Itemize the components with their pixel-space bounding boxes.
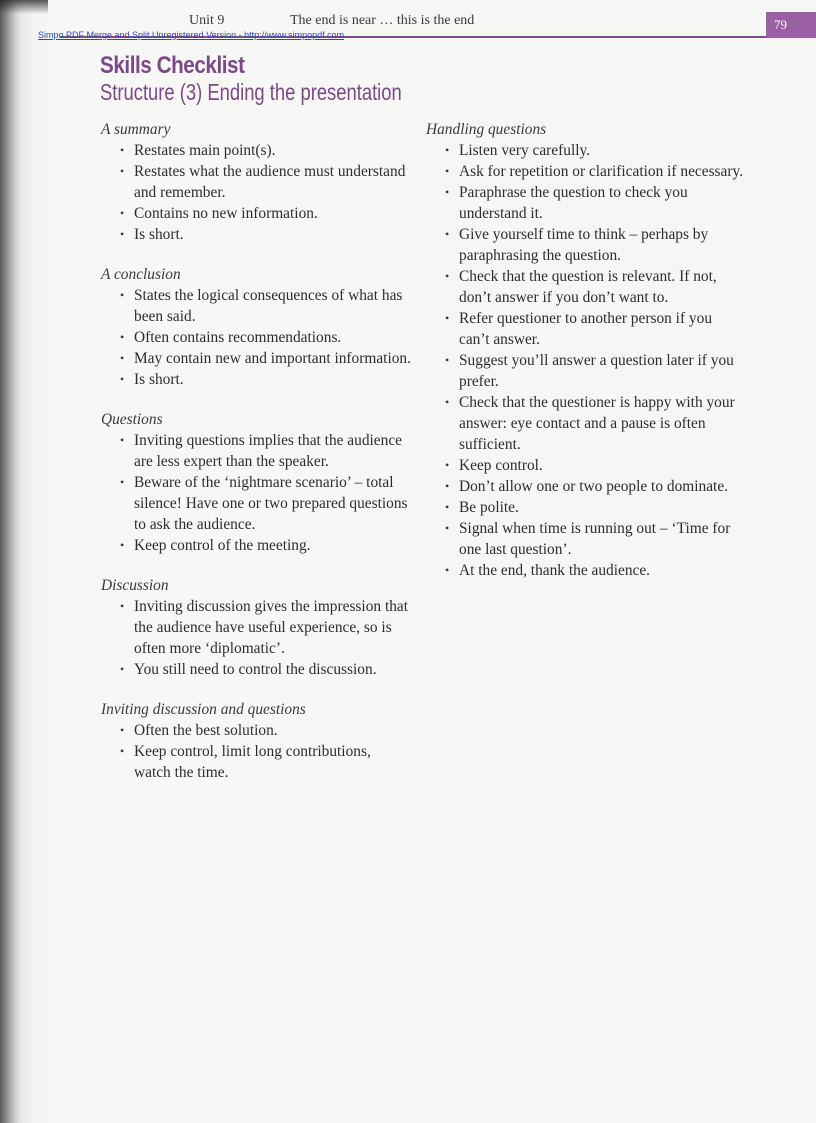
list-item: • Give yourself time to think – perhaps by paraphrasing the question.: [426, 224, 746, 266]
section-heading: Inviting discussion and questions: [101, 701, 306, 718]
bullet-list: [101, 285, 411, 390]
list-item: • Paraphrase the question to check you understand it.: [426, 182, 746, 224]
scan-corner-shadow: [0, 0, 48, 14]
section-discussion: [101, 575, 411, 680]
section-a-conclusion: [101, 264, 411, 390]
section-heading: Handling questions: [426, 121, 547, 138]
list-item: • At the end, thank the audience.: [426, 560, 746, 581]
right-column: [426, 119, 746, 600]
list-item: • Often the best solution.: [101, 720, 411, 741]
list-item: • May contain new and important information.: [101, 348, 411, 369]
bullet-list: [101, 140, 411, 245]
list-item: • Keep control of the meeting.: [101, 535, 411, 556]
section-inviting-discussion-and-questions: [101, 699, 411, 783]
list-item: • Be polite.: [426, 497, 746, 518]
section-heading: A summary: [101, 121, 171, 138]
list-item: • Suggest you’ll answer a question later if you prefer.: [426, 350, 746, 392]
list-item: • Don’t allow one or two people to dominate.: [426, 476, 746, 497]
list-item: • Is short.: [101, 224, 411, 245]
list-item: • Restates what the audience must understand and remember.: [101, 161, 411, 203]
list-item: • Inviting discussion gives the impression that the audience have useful experience, so is often more ‘diplomatic’.: [101, 596, 411, 659]
list-item: • Restates main point(s).: [101, 140, 411, 161]
bullet-list: [426, 140, 746, 581]
list-item: • Often contains recommendations.: [101, 327, 411, 348]
list-item: • You still need to control the discussion.: [101, 659, 411, 680]
list-item: • Keep control, limit long contributions, watch the time.: [101, 741, 411, 783]
list-item: • States the logical consequences of what has been said.: [101, 285, 411, 327]
section-heading: Discussion: [101, 577, 169, 594]
list-item: • Refer questioner to another person if you can’t answer.: [426, 308, 746, 350]
list-item: • Check that the question is relevant. If not, don’t answer if you don’t want to.: [426, 266, 746, 308]
list-item: • Contains no new information.: [101, 203, 411, 224]
section-heading: A conclusion: [101, 266, 181, 283]
list-item: • Inviting questions implies that the audience are less expert than the speaker.: [101, 430, 411, 472]
section-heading: Questions: [101, 411, 163, 428]
section-a-summary: [101, 119, 411, 245]
watermark-link[interactable]: Simpo PDF Merge and Split Unregistered Version - http://www.simpopdf.com: [38, 30, 345, 40]
list-item: • Beware of the ‘nightmare scenario’ – total silence! Have one or two prepared questions to ask the audience.: [101, 472, 411, 535]
list-item: • Keep control.: [426, 455, 746, 476]
list-item: • Signal when time is running out – ‘Time for one last question’.: [426, 518, 746, 560]
bullet-list: [101, 430, 411, 556]
section-handling-questions: [426, 119, 746, 581]
list-item: • Is short.: [101, 369, 411, 390]
page-number: 79: [766, 12, 816, 38]
bullet-list: [101, 596, 411, 680]
list-item: • Check that the questioner is happy with your answer: eye contact and a pause is often sufficient.: [426, 392, 746, 455]
running-header-unit: Unit 9: [189, 13, 225, 28]
page-title: Skills Checklist: [100, 52, 245, 79]
running-header-title: The end is near … this is the end: [290, 13, 475, 28]
left-column: [101, 119, 411, 802]
page-subtitle: Structure (3) Ending the presentation: [100, 79, 402, 105]
list-item: • Ask for repetition or clarification if necessary.: [426, 161, 746, 182]
binding-shadow: [0, 0, 22, 1123]
list-item: • Listen very carefully.: [426, 140, 746, 161]
bullet-list: [101, 720, 411, 783]
section-questions: [101, 409, 411, 556]
